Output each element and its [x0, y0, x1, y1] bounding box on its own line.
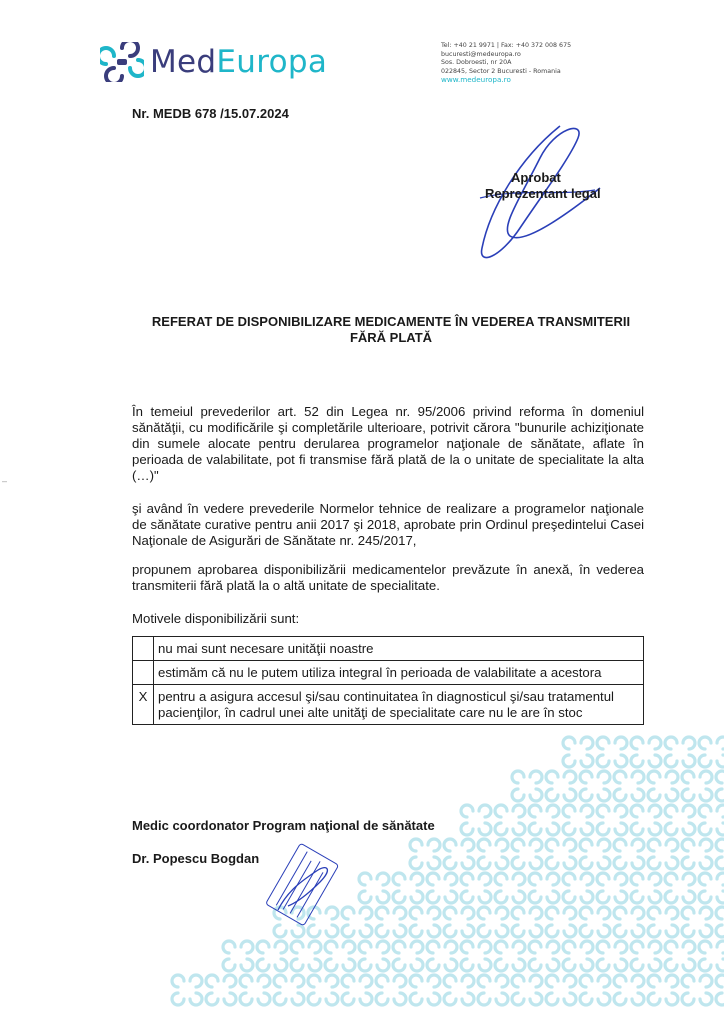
- pattern-clover: [376, 975, 406, 1005]
- signatory-role: Medic coordonator Program naţional de sănătate: [132, 818, 435, 833]
- signatory-name: Dr. Popescu Bogdan: [132, 851, 260, 866]
- pattern-clover: [614, 975, 644, 1005]
- pattern-clover: [648, 771, 678, 801]
- pattern-clover: [665, 941, 695, 971]
- medeuropa-logo-icon: [100, 42, 144, 82]
- reason-row: [133, 661, 644, 685]
- pattern-clover: [223, 941, 253, 971]
- reasons-heading: Motivele disponibilizării sunt:: [132, 611, 300, 626]
- pattern-clover: [597, 737, 627, 767]
- pattern-clover: [631, 873, 661, 903]
- reason-checkbox[interactable]: [133, 661, 154, 685]
- pattern-clover: [478, 907, 508, 937]
- pattern-clover: [427, 941, 457, 971]
- paragraph-proposal: propunem aprobarea disponibilizării medicamentelor prevăzute în anexă, în vederea transmiterii fără plată la o altă unitate de specialitate.: [132, 562, 644, 593]
- pattern-clover: [597, 805, 627, 835]
- pattern-clover: [580, 839, 610, 869]
- official-stamp: [258, 840, 348, 930]
- reason-text: pentru a asigura accesul şi/sau continuitatea în diagnosticul şi/sau tratamentul pacienţilor, în cadrul unei alte unităţi de specialitate care nu le are în stoc: [154, 685, 644, 725]
- pattern-clover: [359, 873, 389, 903]
- brand-name-europa: Europa: [216, 44, 328, 80]
- pattern-clover: [461, 873, 491, 903]
- pattern-clover: [716, 907, 724, 937]
- pattern-clover: [529, 805, 559, 835]
- contact-email: bucuresti@medeuropa.ro: [441, 50, 521, 58]
- reason-row: [133, 637, 644, 661]
- contact-city: 022845, Sector 2 Bucuresti - Romania: [441, 67, 561, 75]
- pattern-clover: [682, 907, 712, 937]
- reason-checkbox[interactable]: X: [133, 685, 154, 725]
- pattern-clover: [648, 975, 678, 1005]
- document-number: Nr. MEDB 678 /15.07.2024: [132, 106, 289, 121]
- pattern-clover: [614, 907, 644, 937]
- pattern-clover: [376, 907, 406, 937]
- pattern-clover: [325, 941, 355, 971]
- pattern-clover: [444, 839, 474, 869]
- pattern-clover: [631, 805, 661, 835]
- approval-line-2: Reprezentant legal: [485, 186, 601, 201]
- pattern-clover: [563, 873, 593, 903]
- pattern-clover: [597, 873, 627, 903]
- pattern-clover: [716, 771, 724, 801]
- pattern-clover: [529, 873, 559, 903]
- pattern-clover: [665, 873, 695, 903]
- pattern-clover: [240, 975, 270, 1005]
- reason-row: [133, 685, 644, 725]
- pattern-clover: [682, 975, 712, 1005]
- pattern-clover: [699, 873, 724, 903]
- paragraph-legal-basis: În temeiul prevederilor art. 52 din Legea nr. 95/2006 privind reforma în domeniul sănătăţii, cu modificările şi completările ulterioare, potrivit cărora "bunurile achiziţionate din sumele alocate pentru derularea programelor naţionale de sănătate, aflate în perioada de valabilitate, pot fi transmise fără plată de la o unitate de specialitate la alta (…)": [132, 404, 644, 483]
- document-title-line-1: REFERAT DE DISPONIBILIZARE MEDICAMENTE ÎN VEDEREA TRANSMITERII: [151, 314, 631, 329]
- reasons-table: [132, 636, 644, 725]
- pattern-clover: [563, 737, 593, 767]
- pattern-clover: [665, 805, 695, 835]
- pattern-clover: [580, 975, 610, 1005]
- pattern-clover: [563, 805, 593, 835]
- pattern-clover: [580, 907, 610, 937]
- pattern-clover: [461, 941, 491, 971]
- pattern-clover: [614, 839, 644, 869]
- contact-phone: Tel: +40 21 9971 | Fax: +40 372 008 675: [441, 42, 572, 49]
- pattern-clover: [546, 771, 576, 801]
- pattern-clover: [410, 907, 440, 937]
- reason-checkbox[interactable]: [133, 637, 154, 661]
- pattern-clover: [359, 941, 389, 971]
- pattern-clover: [665, 737, 695, 767]
- document-title-line-2: FĂRĂ PLATĂ: [349, 330, 433, 345]
- approval-line-1: Aprobat: [511, 170, 561, 185]
- pattern-clover: [478, 975, 508, 1005]
- pattern-clover: [495, 805, 525, 835]
- pattern-clover: [393, 873, 423, 903]
- pattern-clover: [699, 737, 724, 767]
- contact-block: [441, 42, 571, 85]
- pattern-clover: [512, 839, 542, 869]
- pattern-clover: [563, 941, 593, 971]
- pattern-clover: [512, 771, 542, 801]
- pattern-clover: [257, 941, 287, 971]
- pattern-clover: [410, 975, 440, 1005]
- pattern-clover: [512, 975, 542, 1005]
- pattern-clover: [444, 975, 474, 1005]
- pattern-clover: [393, 941, 423, 971]
- pattern-clover: [716, 839, 724, 869]
- pattern-clover: [308, 975, 338, 1005]
- approval-block: [485, 170, 601, 202]
- pattern-clover: [682, 771, 712, 801]
- pattern-clover: [648, 907, 678, 937]
- pattern-clover: [495, 873, 525, 903]
- pattern-clover: [444, 907, 474, 937]
- pattern-clover: [495, 941, 525, 971]
- contact-website[interactable]: www.medeuropa.ro: [441, 75, 511, 85]
- pattern-clover: [274, 975, 304, 1005]
- pattern-clover: [529, 941, 559, 971]
- margin-mark: –: [2, 476, 8, 486]
- pattern-clover: [342, 975, 372, 1005]
- pattern-clover: [648, 839, 678, 869]
- pattern-clover: [614, 771, 644, 801]
- pattern-clover: [682, 839, 712, 869]
- pattern-clover: [546, 975, 576, 1005]
- reason-text: estimăm că nu le putem utiliza integral în perioada de valabilitate a acestora: [154, 661, 644, 685]
- pattern-clover: [631, 941, 661, 971]
- pattern-clover: [427, 873, 457, 903]
- pattern-clover: [291, 941, 321, 971]
- brand-name: [150, 44, 327, 80]
- contact-street: Sos. Dobroesti, nr 20A: [441, 59, 512, 67]
- pattern-clover: [546, 907, 576, 937]
- pattern-clover: [716, 975, 724, 1005]
- pattern-clover: [546, 839, 576, 869]
- paragraph-norms: şi având în vedere prevederile Normelor tehnice de realizare a programelor naţionale de sănătate curative pentru anii 2017 şi 2018, aprobate prin Ordinul preşedintelui Casei Naţionale de Asigurări de Sănătate nr. 245/2017,: [132, 501, 644, 548]
- pattern-clover: [410, 839, 440, 869]
- pattern-clover: [580, 771, 610, 801]
- pattern-clover: [172, 975, 202, 1005]
- pattern-clover: [461, 805, 491, 835]
- pattern-clover: [478, 839, 508, 869]
- pattern-clover: [699, 805, 724, 835]
- document-title: [110, 314, 672, 346]
- pattern-clover: [699, 941, 724, 971]
- pattern-clover: [512, 907, 542, 937]
- brand-name-med: Med: [150, 44, 217, 80]
- pattern-clover: [206, 975, 236, 1005]
- reason-text: nu mai sunt necesare unităţii noastre: [154, 637, 644, 661]
- pattern-clover: [597, 941, 627, 971]
- pattern-clover: [631, 737, 661, 767]
